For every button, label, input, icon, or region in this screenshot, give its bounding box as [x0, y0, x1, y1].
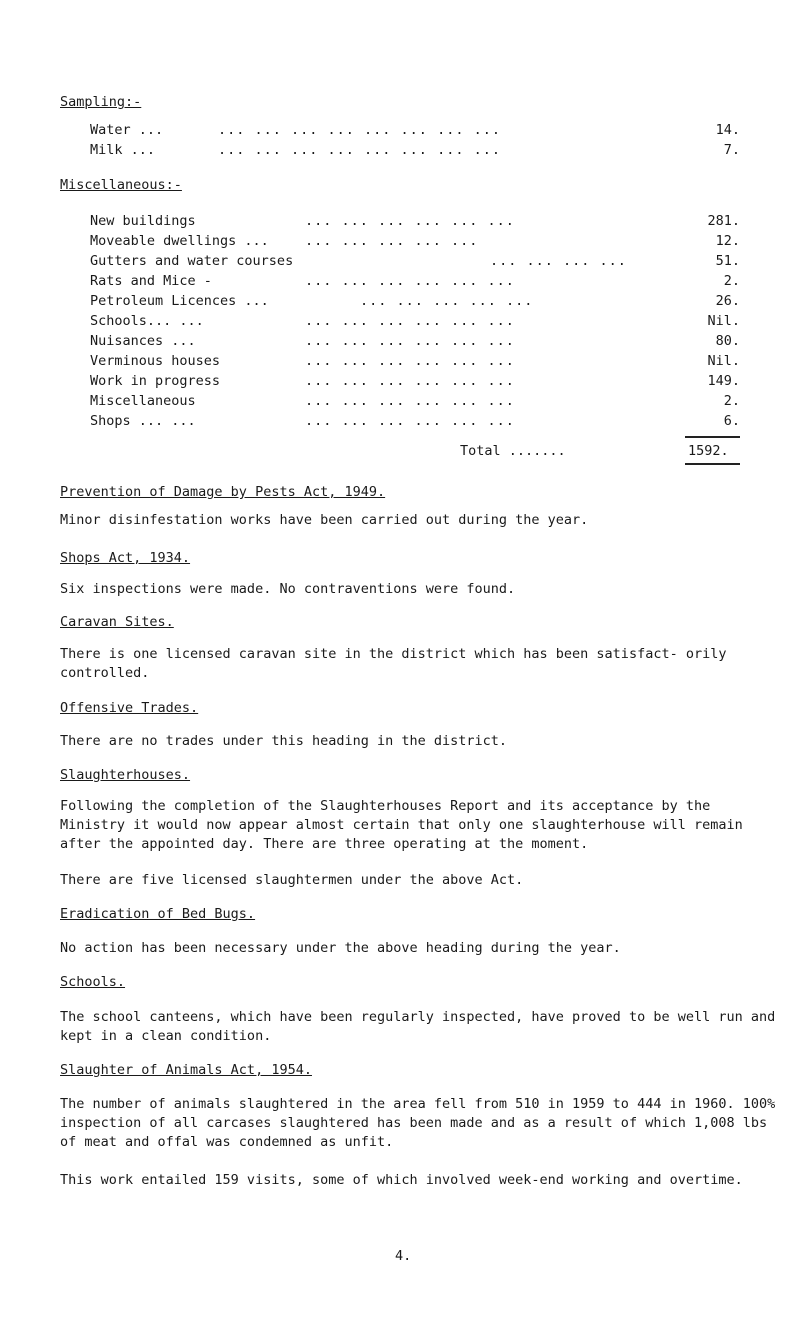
misc-row: [90, 213, 740, 233]
row-label: Moveable dwellings ...: [90, 233, 269, 249]
misc-row: [90, 273, 740, 293]
row-value: 2.: [723, 273, 740, 289]
misc-row: [90, 253, 740, 273]
row-dots: ... ... ... ...: [490, 253, 627, 269]
total-rule-bottom: [685, 463, 740, 465]
section-heading-shops: Shops Act, 1934.: [60, 550, 191, 566]
misc-row: [90, 293, 740, 313]
row-dots: ... ... ... ... ... ...: [305, 393, 515, 409]
sampling-heading: Sampling:-: [60, 94, 142, 110]
row-value: 281.: [707, 213, 740, 229]
section-paragraph: Minor disinfestation works have been carried out during the year.: [60, 512, 589, 528]
row-label: Water ...: [90, 122, 164, 138]
section-paragraph: There is one licensed caravan site in the district which has been satisfact- orily controlled.: [60, 646, 727, 681]
row-value: 26.: [715, 293, 740, 309]
row-value: 12.: [715, 233, 740, 249]
section-paragraph: This work entailed 159 visits, some of which involved week-end working and overtime.: [60, 1172, 743, 1188]
misc-row: [90, 353, 740, 373]
section-heading-offensive: Offensive Trades.: [60, 700, 199, 716]
row-value: 7.: [723, 142, 740, 158]
row-dots: ... ... ... ... ...: [360, 293, 534, 309]
row-dots: ... ... ... ... ... ...: [305, 333, 515, 349]
row-value: 80.: [715, 333, 740, 349]
row-dots: ... ... ... ... ... ...: [305, 313, 515, 329]
misc-heading: Miscellaneous:-: [60, 177, 182, 193]
row-dots: ... ... ... ... ... ...: [305, 353, 515, 369]
row-label: Gutters and water courses: [90, 253, 294, 269]
section-heading-schools: Schools.: [60, 974, 126, 990]
misc-row: [90, 333, 740, 353]
misc-row: [90, 413, 740, 433]
misc-row: [90, 373, 740, 393]
row-label: Petroleum Licences ...: [90, 293, 269, 309]
total-value: 1592.: [688, 443, 729, 459]
section-paragraph: There are five licensed slaughtermen under the above Act.: [60, 872, 524, 888]
section-paragraph: No action has been necessary under the above heading during the year.: [60, 940, 621, 956]
row-dots: ... ... ... ... ... ...: [305, 373, 515, 389]
misc-row: [90, 313, 740, 333]
row-label: Work in progress: [90, 373, 221, 389]
sampling-row-milk: [90, 142, 740, 162]
section-paragraph: There are no trades under this heading in the district.: [60, 733, 508, 749]
section-paragraph: Following the completion of the Slaughterhouses Report and its acceptance by the Ministry it would now appear almost certain that only one slaughterhouse will remain after the appointed day. There are three operating at the moment.: [60, 798, 743, 852]
row-value: 51.: [715, 253, 740, 269]
row-value: Nil.: [707, 353, 740, 369]
row-label: Rats and Mice -: [90, 273, 212, 289]
section-heading-slaughterhouses: Slaughterhouses.: [60, 767, 191, 783]
row-value: 14.: [715, 122, 740, 138]
row-label: New buildings: [90, 213, 196, 229]
row-value: 149.: [707, 373, 740, 389]
row-dots: ... ... ... ... ... ...: [305, 213, 515, 229]
row-label: Verminous houses: [90, 353, 221, 369]
row-label: Nuisances ...: [90, 333, 196, 349]
section-heading-slaughter-animals: Slaughter of Animals Act, 1954.: [60, 1062, 312, 1078]
section-heading-pests: Prevention of Damage by Pests Act, 1949.: [60, 484, 386, 500]
total-rule-top: [685, 436, 740, 438]
row-dots: ... ... ... ... ... ... ... ...: [218, 122, 501, 138]
row-label: Milk ...: [90, 142, 156, 158]
total-label: Total .......: [460, 443, 566, 459]
row-dots: ... ... ... ... ... ...: [305, 273, 515, 289]
section-paragraph: Six inspections were made. No contraventions were found.: [60, 581, 516, 597]
row-label: Schools... ...: [90, 313, 204, 329]
row-dots: ... ... ... ... ... ... ... ...: [218, 142, 501, 158]
section-heading-bed-bugs: Eradication of Bed Bugs.: [60, 906, 256, 922]
page-number: 4.: [395, 1248, 412, 1264]
row-label: Miscellaneous: [90, 393, 196, 409]
row-value: Nil.: [707, 313, 740, 329]
section-paragraph: The number of animals slaughtered in the area fell from 510 in 1959 to 444 in 1960. 100% inspection of all carcases slaughtered has been made and as a result of which 1,008 lbs of meat and offal was condemned as unfit.: [60, 1096, 776, 1150]
row-dots: ... ... ... ... ...: [305, 233, 479, 249]
row-value: 2.: [723, 393, 740, 409]
misc-row: [90, 393, 740, 413]
section-heading-caravan: Caravan Sites.: [60, 614, 174, 630]
misc-row: [90, 233, 740, 253]
row-label: Shops ... ...: [90, 413, 196, 429]
row-value: 6.: [723, 413, 740, 429]
section-paragraph: The school canteens, which have been regularly inspected, have proved to be well run and kept in a clean condition.: [60, 1009, 776, 1044]
sampling-row-water: [90, 122, 740, 142]
row-dots: ... ... ... ... ... ...: [305, 413, 515, 429]
